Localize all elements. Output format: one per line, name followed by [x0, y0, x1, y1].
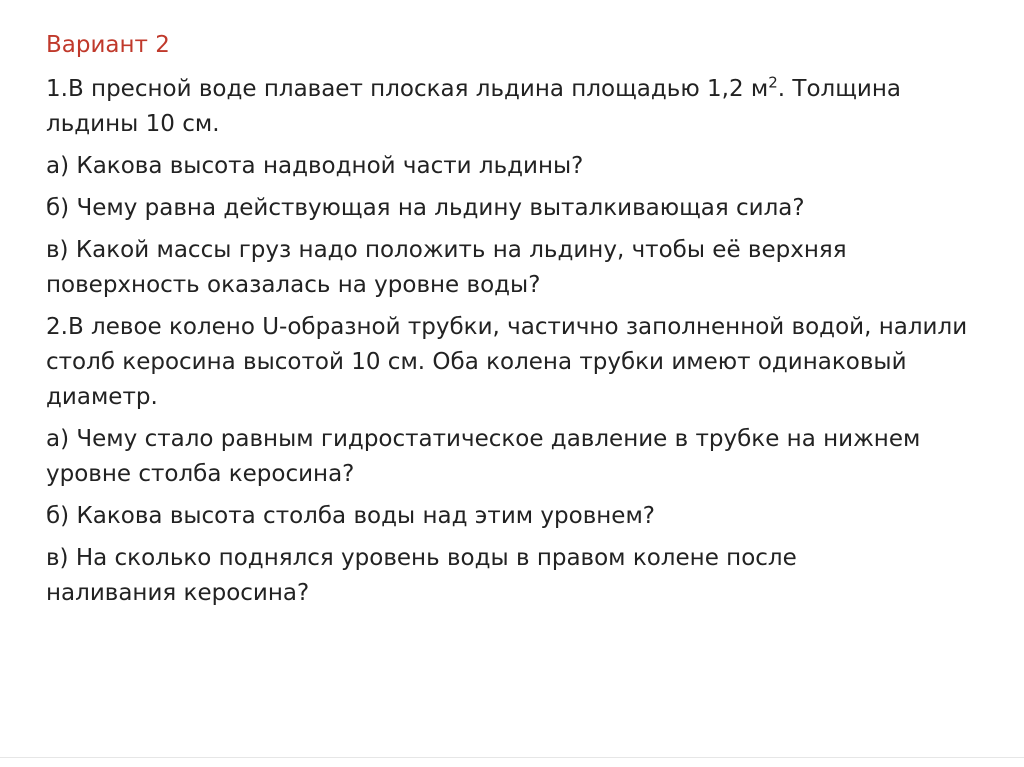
problem-2-question-b: б) Какова высота столба воды над этим уровнем? — [46, 503, 656, 529]
problem-1-statement — [46, 72, 996, 142]
problem-1-question-v: в) Какой массы груз надо положить на льдину, чтобы её верхняя поверхность оказалась на уровне воды? — [46, 237, 847, 298]
slide-bottom-divider — [0, 757, 1024, 758]
problem-1-question-b: б) Чему равна действующая на льдину выталкивающая сила? — [46, 195, 805, 221]
problem-1-question-a: а) Какова высота надводной части льдины? — [46, 153, 584, 179]
problem-2-statement: 2.В левое колено U-образной трубки, частично заполненной водой, налили столб керосина высотой 10 см. Оба колена трубки имеют одинаковый диаметр. — [46, 314, 968, 410]
problem-1-statement-text: 1.В пресной воде плавает плоская льдина площадью 1,2 м — [46, 76, 769, 102]
problem-2-question-v: в) На сколько поднялся уровень воды в правом колене после наливания керосина? — [46, 545, 797, 606]
problem-2-question-a: а) Чему стало равным гидростатическое давление в трубке на нижнем уровне столба керосина? — [46, 426, 921, 487]
variant-title: Вариант 2 — [46, 32, 170, 58]
slide-content — [46, 28, 996, 618]
problem-1-statement-continued: . Толщина льдины 10 см. — [46, 76, 901, 137]
area-unit-exponent: 2 — [768, 73, 778, 92]
